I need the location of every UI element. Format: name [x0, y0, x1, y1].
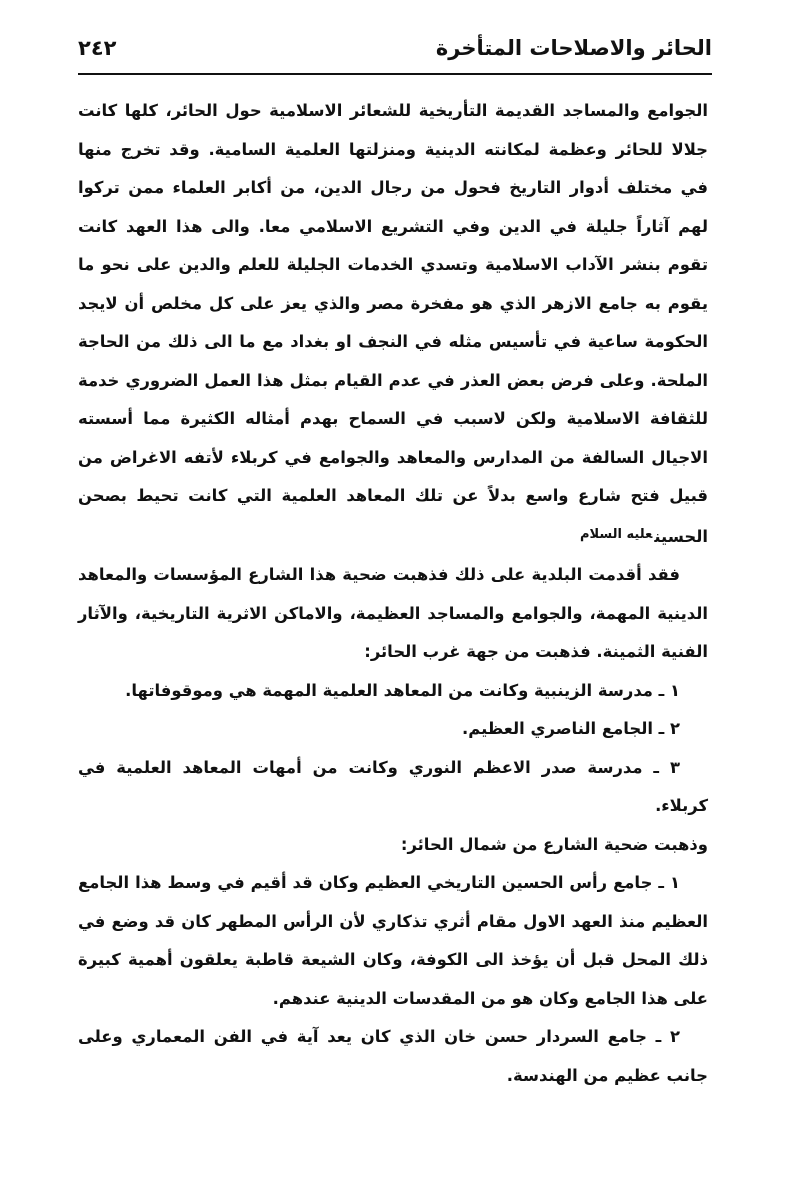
- page-body: [78, 92, 708, 1095]
- blessing-glyph: عليه السلام: [580, 526, 653, 542]
- paragraph-north-intro: وذهبت ضحية الشارع من شمال الحائر:: [400, 834, 708, 854]
- list-item-north-2: ٢ ـ جامع السردار حسن خان الذي كان يعد آية في الفن المعماري وعلى جانب عظيم من الهندسة.: [78, 1027, 708, 1085]
- paragraph-mosques-text: الجوامع والمساجد القديمة التأريخية للشعائر الاسلامية حول الحائر، كلها كانت جلالا للحائر وعظمة لمكانته الدينية ومنزلتها العلمية السامية. وقد تخرج منها في مختلف أدوار التاريخ فحول من رجال الدين، من أكابر العلماء ممن تركوا لهم آثاراً جليلة في الدين وفي التشريع الاسلامي معا. والى هذا العهد كانت تقوم بنشر الآداب الاسلامية وتسدي الخدمات الجليلة للعلم والدين على نحو ما يقوم به جامع الازهر الذي هو مفخرة مصر والذي يعز على كل مخلص أن لايجد الحكومة ساعية في تأسيس مثله في النجف او بغداد مع ما الى ذلك من الحاجة الملحة. وعلى فرض بعض العذر في عدم القيام بمثل هذا العمل الضروري خدمة للثقافة الاسلامية ولكن لاسبب في السماح بهدم أمثاله الكثيرة مما أسسته الاجيال السالفة من المدارس والمعاهد والجوامع في كربلاء لأتفه الاغراض من قبيل فتح شارع واسع بدلاً عن تلك المعاهد العلمية التي كانت تحيط بصحن الحسين: [78, 101, 708, 546]
- paragraph-municipality: فقد أقدمت البلدية على ذلك فذهبت ضحية هذا الشارع المؤسسات والمعاهد الدينية المهمة، والجوامع والمساجد العظيمة، والاماكن الاثرية التاريخية، والآثار الفنية الثمينة. فذهبت من جهة غرب الحائر:: [78, 565, 708, 661]
- list-item-west-2: ٢ ـ الجامع الناصري العظيم.: [462, 719, 680, 738]
- running-header: [78, 30, 712, 66]
- list-item-west-3: ٣ ـ مدرسة صدر الاعظم النوري وكانت من أمهات المعاهد العلمية في كربلاء.: [78, 757, 708, 815]
- list-item-north-1: ١ ـ جامع رأس الحسين التاريخي العظيم وكان قد أقيم في وسط هذا الجامع العظيم منذ العهد الاول مقام أثري تذكاري لأن الرأس المطهر كان قد وضع في ذلك المحل قبل أن يؤخذ الى الكوفة، وكان الشيعة قاطبة يعلقون أهمية كبيرة على هذا الجامع وكان هو من المقدسات الدينية عندهم.: [78, 873, 708, 1008]
- running-header-title: الحائر والاصلاحات المتأخرة: [435, 36, 712, 60]
- paragraph-mosques: [78, 92, 708, 556]
- list-item-west-1: ١ ـ مدرسة الزينبية وكانت من المعاهد العلمية المهمة هي وموقوفاتها.: [125, 680, 680, 700]
- page-number: ٢٤٢: [78, 36, 117, 60]
- header-divider: [78, 73, 712, 75]
